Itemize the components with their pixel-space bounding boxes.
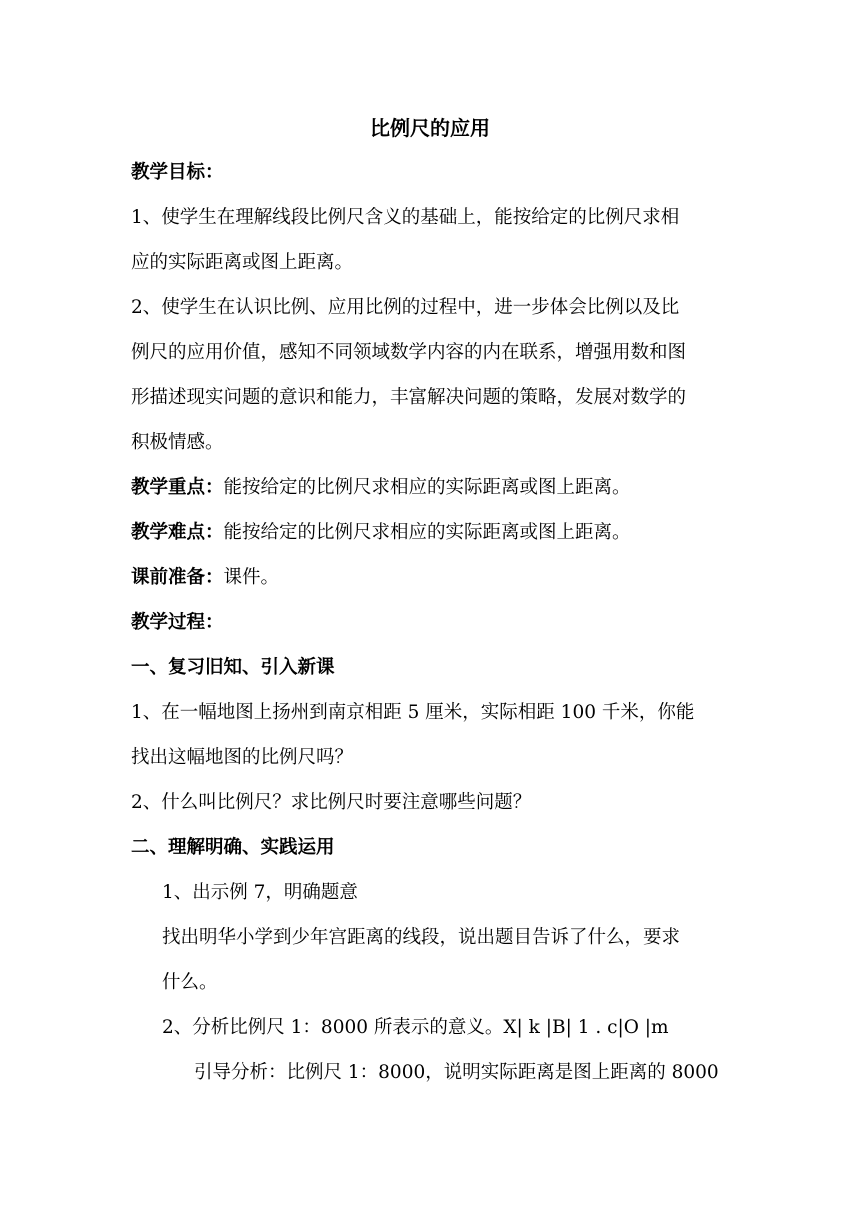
prep-text: 课件。	[223, 567, 280, 588]
objective-2-line-4: 积极情感。	[131, 432, 224, 453]
section-1-item-2: 2、什么叫比例尺？求比例尺时要注意哪些问题？	[131, 792, 532, 813]
section-2-item-1-detail-line-2: 什么。	[162, 972, 218, 993]
difficulty-paragraph	[131, 518, 731, 548]
objective-2-line-3: 形描述现实问题的意识和能力，丰富解决问题的策略，发展对数学的	[131, 387, 687, 408]
prep-label: 课前准备：	[131, 567, 224, 588]
key-point-label: 教学重点：	[131, 477, 224, 498]
document-title: 比例尺的应用	[370, 116, 490, 140]
process-heading: 教学过程：	[131, 612, 224, 633]
objective-2-line-1: 2、使学生在认识比例、应用比例的过程中，进一步体会比例以及比	[131, 297, 680, 318]
difficulty-text: 能按给定的比例尺求相应的实际距离或图上距离。	[223, 522, 631, 543]
section-1-item-1-line-1: 1、在一幅地图上扬州到南京相距 5 厘米，实际相距 100 千米，你能	[131, 702, 695, 723]
key-point-text: 能按给定的比例尺求相应的实际距离或图上距离。	[223, 477, 631, 498]
section-2-heading: 二、理解明确、实践运用	[131, 837, 335, 858]
section-2-item-2: 2、分析比例尺 1：8000 所表示的意义。X| k |B| 1 . c|O |m	[162, 1017, 669, 1038]
section-1-heading: 一、复习旧知、引入新课	[131, 657, 335, 678]
objective-2-line-2: 例尺的应用价值，感知不同领域数学内容的内在联系，增强用数和图	[131, 342, 687, 363]
section-1-item-1-line-2: 找出这幅地图的比例尺吗？	[131, 747, 354, 768]
key-point-paragraph	[131, 473, 731, 503]
objective-1-line-1: 1、使学生在理解线段比例尺含义的基础上，能按给定的比例尺求相	[131, 207, 680, 228]
objective-1-line-2: 应的实际距离或图上距离。	[131, 252, 354, 273]
difficulty-label: 教学难点：	[131, 522, 224, 543]
section-2-item-1: 1、出示例 7，明确题意	[162, 882, 358, 903]
prep-paragraph	[131, 563, 731, 593]
objectives-heading: 教学目标：	[131, 162, 224, 183]
section-2-item-2-detail: 引导分析：比例尺 1：8000，说明实际距离是图上距离的 8000	[194, 1062, 719, 1083]
section-2-item-1-detail-line-1: 找出明华小学到少年宫距离的线段，说出题目告诉了什么，要求	[162, 927, 681, 948]
